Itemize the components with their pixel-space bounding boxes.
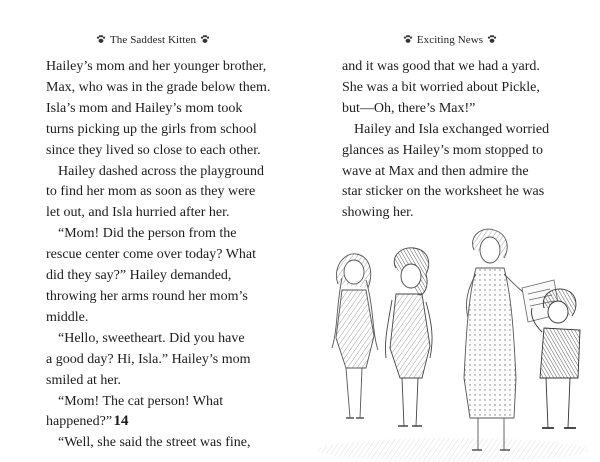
right-page (300, 0, 600, 462)
left-text-line: Hailey’s mom and her younger brother, (46, 59, 267, 74)
left-text-line: “Well, she said the street was fine, (58, 435, 251, 451)
left-running-head-title: The Saddest Kitten (109, 34, 197, 46)
right-text-line: and it was good that we had a yard. (342, 59, 540, 74)
paw-print-icon (403, 34, 413, 44)
left-text-line: Max, who was in the grade below them. (46, 79, 271, 95)
left-text-line: since they lived so close to each other. (46, 142, 261, 158)
left-body-text (46, 57, 282, 454)
left-text-line: did they say?” Hailey demanded, (46, 268, 232, 284)
girl-middle-figure (385, 248, 432, 426)
paw-print-icon (96, 34, 106, 44)
paw-print-icon (200, 34, 210, 44)
right-text-line: showing her. (342, 205, 414, 221)
left-text-line: smiled at her. (46, 372, 122, 388)
family-pencil-illustration (318, 228, 588, 462)
left-text-line: “Mom! The cat person! What (58, 393, 224, 409)
left-text-line: happened?” (46, 414, 113, 430)
left-text-line: middle. (46, 309, 89, 325)
mother-figure (464, 229, 532, 450)
left-text-line: to find her mom as soon as they were (46, 184, 256, 200)
paw-print-icon (487, 34, 497, 44)
right-running-head-title: Exciting News (416, 34, 484, 46)
girl-left-figure (332, 254, 378, 418)
left-text-line: Hailey dashed across the playground (58, 163, 265, 179)
left-text-line: “Hello, sweetheart. Did you have (58, 330, 245, 346)
left-text-line: Isla’s mom and Hailey’s mom took (46, 100, 243, 116)
right-text-line: Hailey and Isla exchanged worried (354, 121, 550, 137)
left-text-line: a good day? Hi, Isla.” Hailey’s mom (46, 351, 251, 367)
page-number: 14 (113, 413, 129, 429)
left-text-line: let out, and Isla hurried after her. (46, 205, 230, 221)
right-body-text (342, 57, 562, 224)
right-text-line: wave at Max and then admire the (342, 163, 529, 179)
left-text-line: throwing her arms round her mom’s (46, 288, 248, 304)
left-text-line: “Mom! Did the person from the (58, 226, 237, 242)
right-running-head (340, 34, 560, 46)
right-text-line: star sticker on the worksheet he was (342, 184, 545, 200)
right-text-line: She was a bit worried about Pickle, (342, 79, 540, 95)
right-text-line: but—Oh, there’s Max!” (342, 100, 476, 116)
left-running-head (46, 34, 260, 46)
left-text-line: rescue center come over today? What (46, 247, 257, 263)
left-text-line: turns picking up the girls from school (46, 121, 257, 137)
right-text-line: glances as Hailey’s mom stopped to (342, 142, 544, 158)
